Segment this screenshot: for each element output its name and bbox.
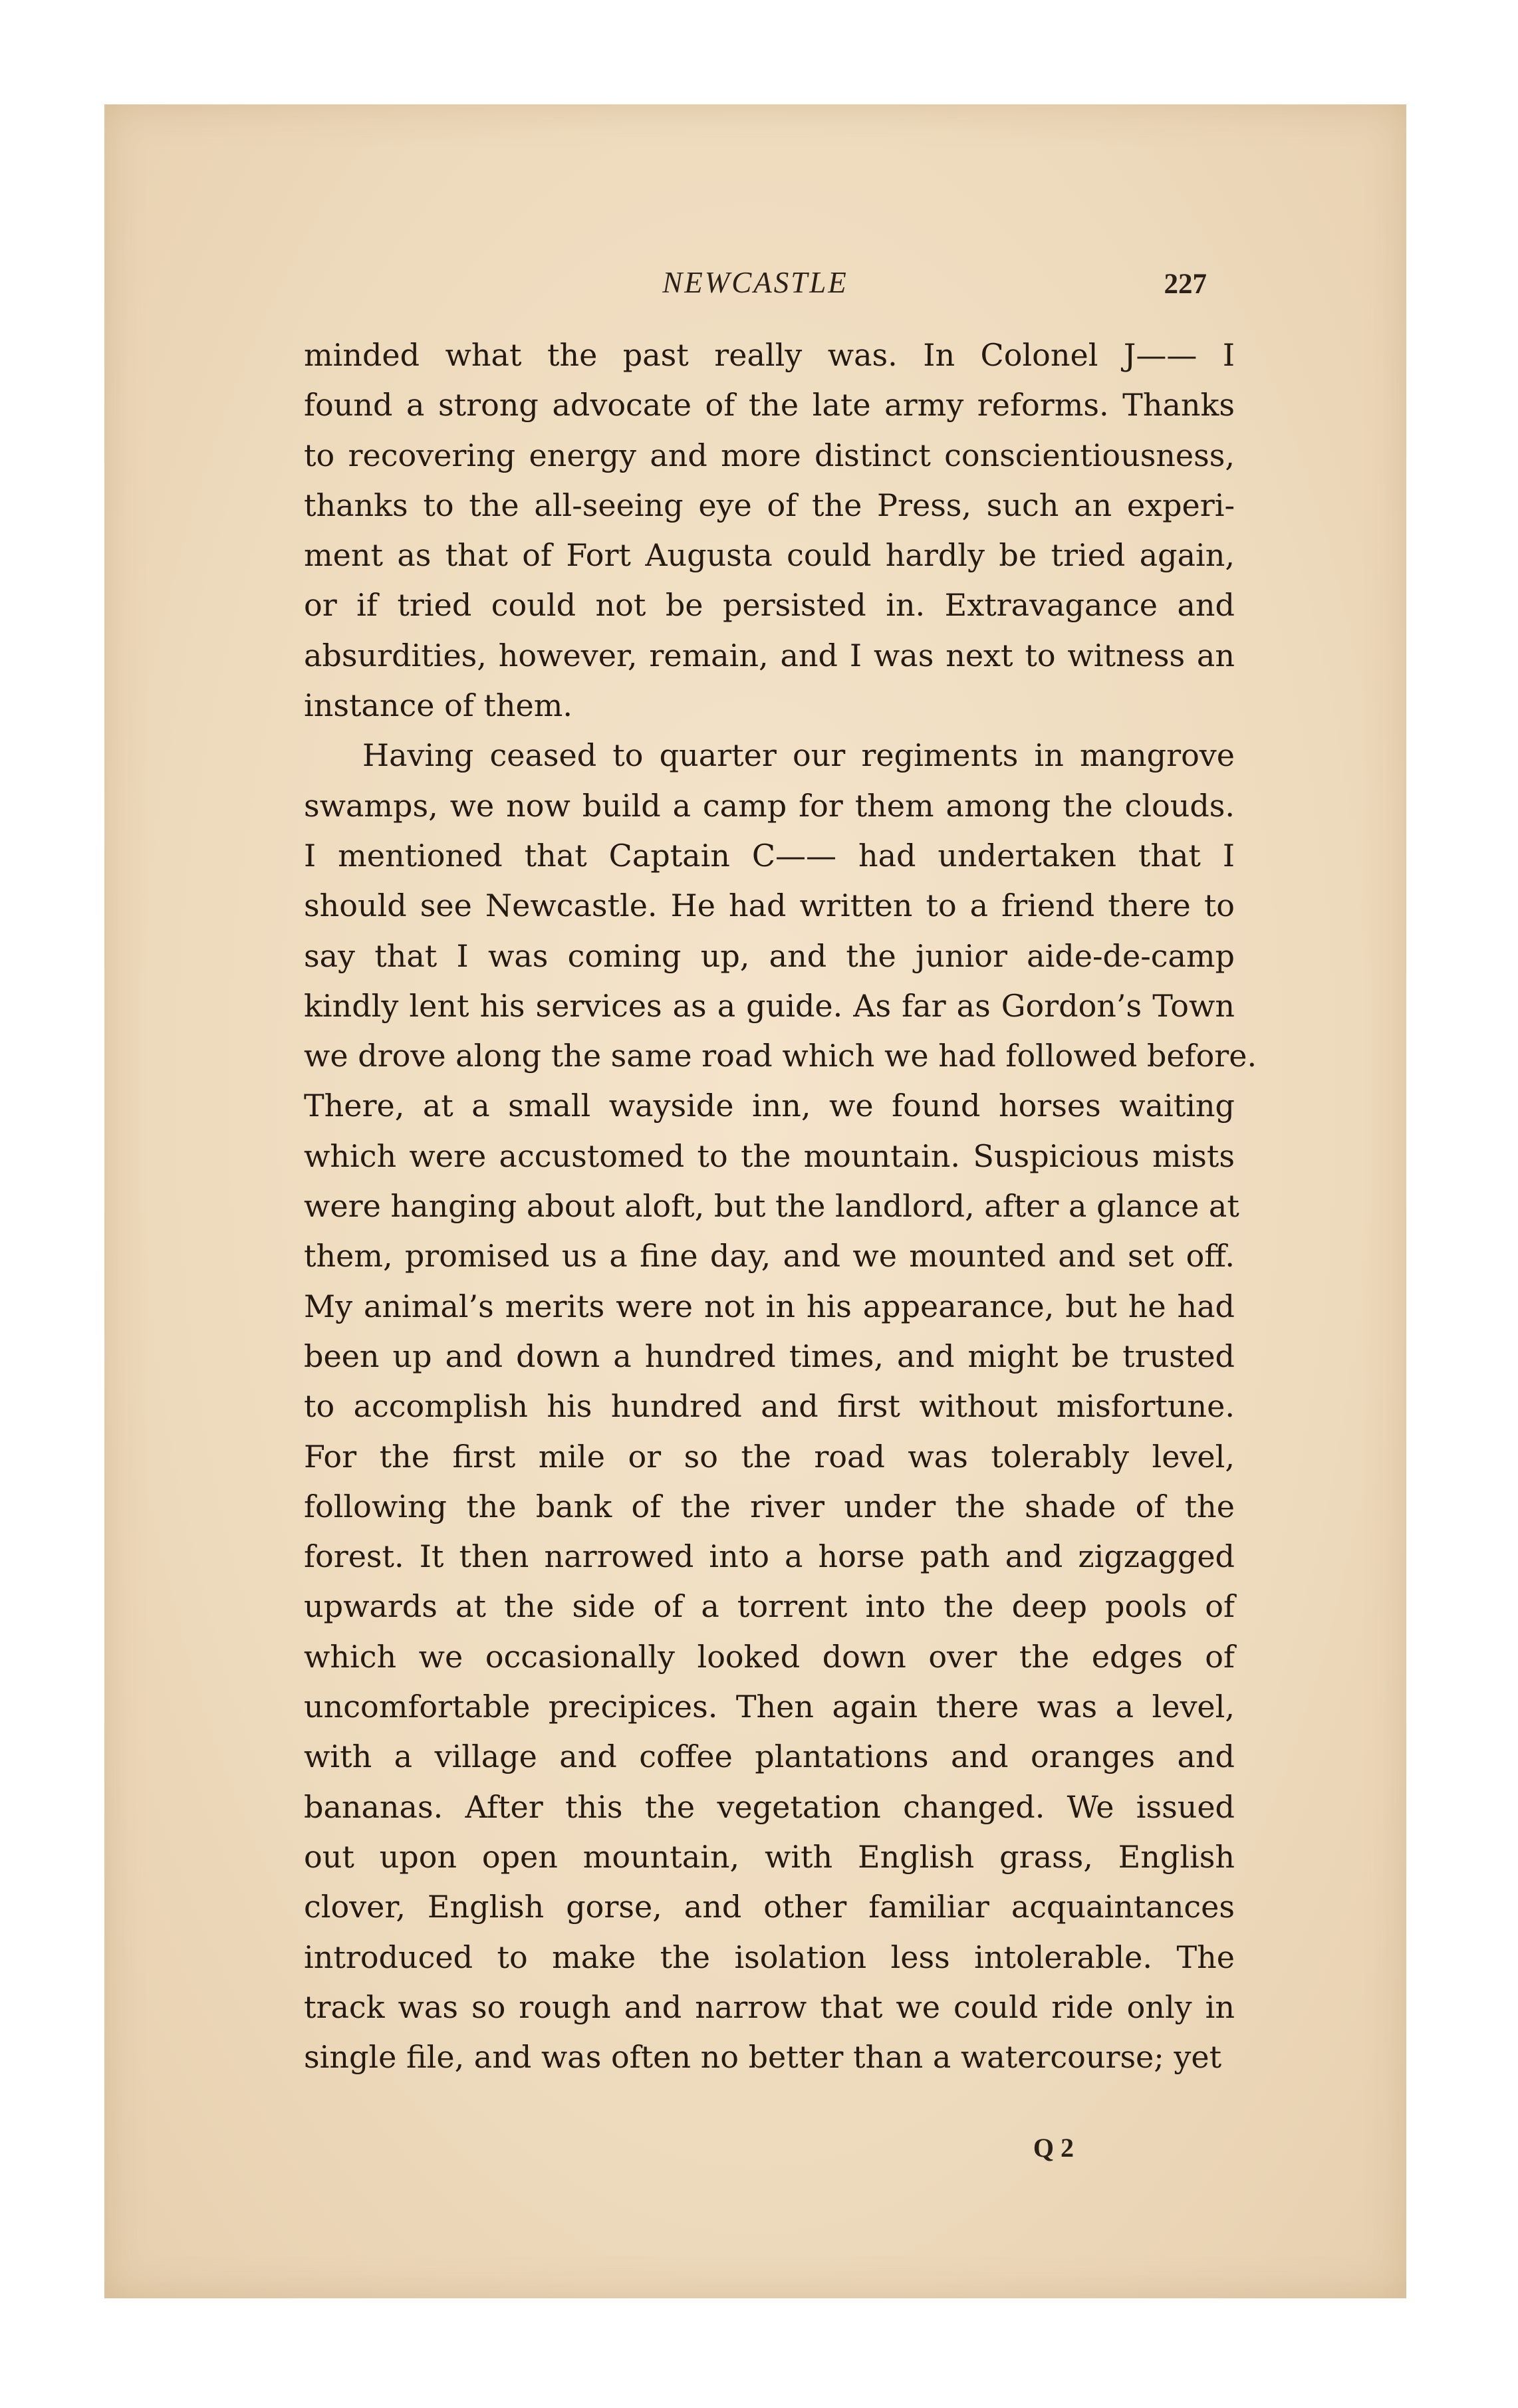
text-line: them, promised us a fine day, and we mounted and set off. (304, 1238, 1235, 1274)
text-line: I mentioned that Captain C—— had undertaken that I (304, 837, 1235, 874)
text-line: out upon open mountain, with English grass, English (304, 1838, 1235, 1875)
body-text (304, 330, 1257, 2082)
text-line: clover, English gorse, and other familiar acquaintances (304, 1889, 1235, 1925)
text-line: say that I was coming up, and the junior aide-de-camp (304, 937, 1235, 974)
text-line: to recovering energy and more distinct conscientiousness, (304, 437, 1235, 473)
text-line: ment as that of Fort Augusta could hardly be tried again, (304, 537, 1235, 574)
text-line: forest. It then narrowed into a horse path and zigzagged (304, 1538, 1235, 1575)
text-line: For the first mile or so the road was tolerably level, (304, 1438, 1235, 1475)
signature-mark: Q 2 (1033, 2133, 1074, 2163)
text-line: were hanging about aloft, but the landlord, after a glance at (304, 1188, 1239, 1225)
text-line: minded what the past really was. In Colonel J—— I (304, 337, 1235, 373)
text-line: which we occasionally looked down over the edges of (304, 1638, 1235, 1675)
running-title: NEWCASTLE (662, 266, 848, 299)
text-line: absurdities, however, remain, and I was next to witness an (304, 637, 1235, 673)
text-line: been up and down a hundred times, and might be trusted (304, 1338, 1235, 1374)
text-line: thanks to the all-seeing eye of the Press, such an experi- (304, 487, 1235, 523)
text-line: or if tried could not be persisted in. Extravagance and (304, 587, 1235, 624)
text-line: swamps, we now build a camp for them among the clouds. (304, 787, 1235, 824)
text-line: There, at a small wayside inn, we found horses waiting (304, 1088, 1235, 1124)
text-line: should see Newcastle. He had written to a friend there to (304, 888, 1235, 924)
book-page (104, 104, 1406, 2298)
text-line: introduced to make the isolation less intolerable. The (304, 1939, 1235, 1975)
text-line: kindly lent his services as a guide. As far as Gordon’s Town (304, 987, 1235, 1024)
text-line: track was so rough and narrow that we could ride only in (304, 1988, 1235, 2025)
text-line: bananas. After this the vegetation changed. We issued (304, 1788, 1235, 1825)
text-line: Having ceased to quarter our regiments in mangrove (362, 737, 1235, 774)
text-line: single file, and was often no better than a watercourse; yet (304, 2039, 1222, 2076)
text-line: with a village and coffee plantations and oranges and (304, 1739, 1235, 1775)
text-line: to accomplish his hundred and first without misfortune. (304, 1388, 1235, 1425)
text-line: found a strong advocate of the late army reforms. Thanks (304, 387, 1235, 423)
paragraph (304, 330, 1235, 731)
page-header (304, 259, 1207, 318)
text-line: uncomfortable precipices. Then again there was a level, (304, 1689, 1235, 1725)
text-line: following the bank of the river under the shade of the (304, 1488, 1235, 1524)
text-line: instance of them. (304, 687, 573, 724)
text-line: My animal’s merits were not in his appearance, but he had (304, 1288, 1235, 1324)
paragraph (304, 731, 1257, 2082)
text-line: we drove along the same road which we had followed before. (304, 1038, 1257, 1074)
page-number: 227 (1164, 269, 1207, 300)
text-line: which were accustomed to the mountain. Suspicious mists (304, 1138, 1235, 1174)
text-line: upwards at the side of a torrent into the deep pools of (304, 1588, 1235, 1625)
